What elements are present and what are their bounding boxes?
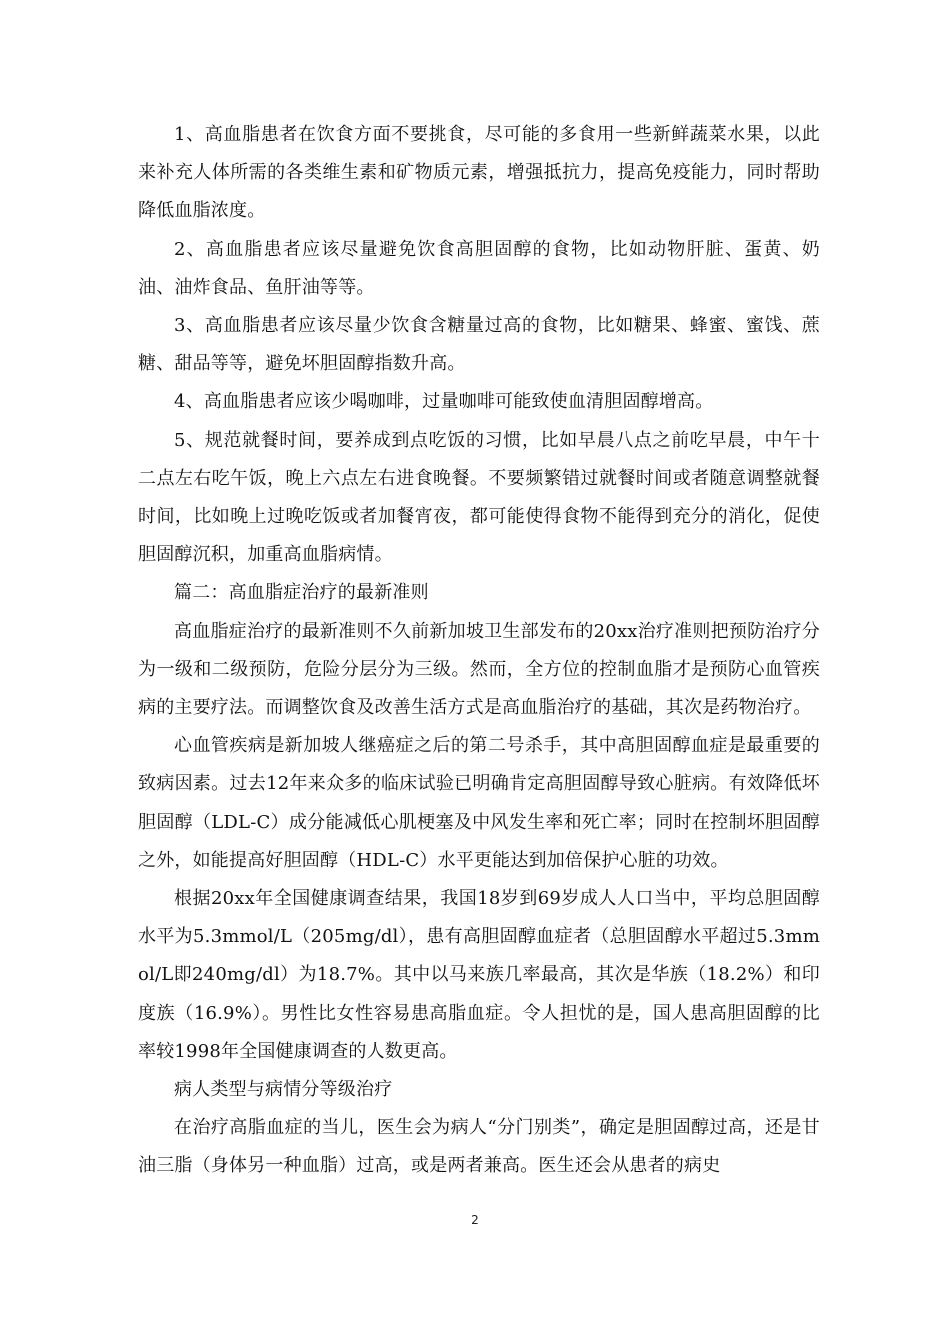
document-body: [138, 116, 820, 1186]
paragraph-diet-tip-3: 3、高血脂患者应该尽量少饮食含糖量过高的食物，比如糖果、蜂蜜、蜜饯、蔗糖、甜品等等，避免坏胆固醇指数升高。: [138, 315, 820, 375]
paragraph-diet-tip-4: 4、高血脂患者应该少喝咖啡，过量咖啡可能致使血清胆固醇增高。: [174, 391, 714, 413]
paragraph-diet-tip-1: 1、高血脂患者在饮食方面不要挑食，尽可能的多食用一些新鲜蔬菜水果，以此来补充人体所需的各类维生素和矿物质元素，增强抵抗力，提高免疫能力，同时帮助降低血脂浓度。: [138, 124, 820, 222]
paragraph-diet-tip-2: 2、高血脂患者应该尽量避免饮食高胆固醇的食物，比如动物肝脏、蛋黄、奶油、油炸食品、鱼肝油等等。: [138, 238, 820, 298]
paragraph-diet-tip-5: 5、规范就餐时间，要养成到点吃饭的习惯，比如早晨八点之前吃早晨，中午十二点左右吃午饭，晚上六点左右进食晚餐。不要频繁错过就餐时间或者随意调整就餐时间，比如晚上过晚吃饭或者加餐宵夜，都可能使得食物不能得到充分的消化，促使胆固醇沉积，加重高血脂病情。: [138, 429, 820, 566]
paragraph-cardiovascular: 心血管疾病是新加坡人继癌症之后的第二号杀手，其中高胆固醇血症是最重要的致病因素。过去12年来众多的临床试验已明确肯定高胆固醇导致心脏病。有效降低坏胆固醇（LDL-C）成分能减低心肌梗塞及中风发生率和死亡率；同时在控制坏胆固醇之外，如能提高好胆固醇（HDL-C）水平更能达到加倍保护心脏的功效。: [138, 735, 820, 871]
section-heading-part-two: 篇二：高血脂症治疗的最新准则: [174, 582, 429, 604]
section-heading-patient-types: 病人类型与病情分等级治疗: [174, 1079, 393, 1101]
paragraph-guidelines: 高血脂症治疗的最新准则不久前新加坡卫生部发布的20xx治疗准则把预防治疗分为一级和二级预防，危险分层分为三级。然而，全方位的控制血脂才是预防心血管疾病的主要疗法。而调整饮食及改善生活方式是高血脂治疗的基础，其次是药物治疗。: [138, 620, 820, 719]
paragraph-treatment-classification: 在治疗高脂血症的当儿，医生会为病人“分门别类”，确定是胆固醇过高，还是甘油三脂（身体另一种血脂）过高，或是两者兼高。医生还会从患者的病史: [138, 1117, 820, 1177]
page-number: 2: [471, 1213, 479, 1227]
paragraph-survey-results: 根据20xx年全国健康调查结果，我国18岁到69岁成人人口当中，平均总胆固醇水平为5.3mmol/L（205mg/dl），患有高胆固醇血症者（总胆固醇水平超过5.3mmol/L即240mg/dl）为18.7%。其中以马来族几率最高，其次是华族（18.2%）和印度族（16.9%）。男性比女性容易患高脂血症。令人担忧的是，国人患高胆固醇的比率较1998年全国健康调查的人数更高。: [138, 888, 820, 1062]
